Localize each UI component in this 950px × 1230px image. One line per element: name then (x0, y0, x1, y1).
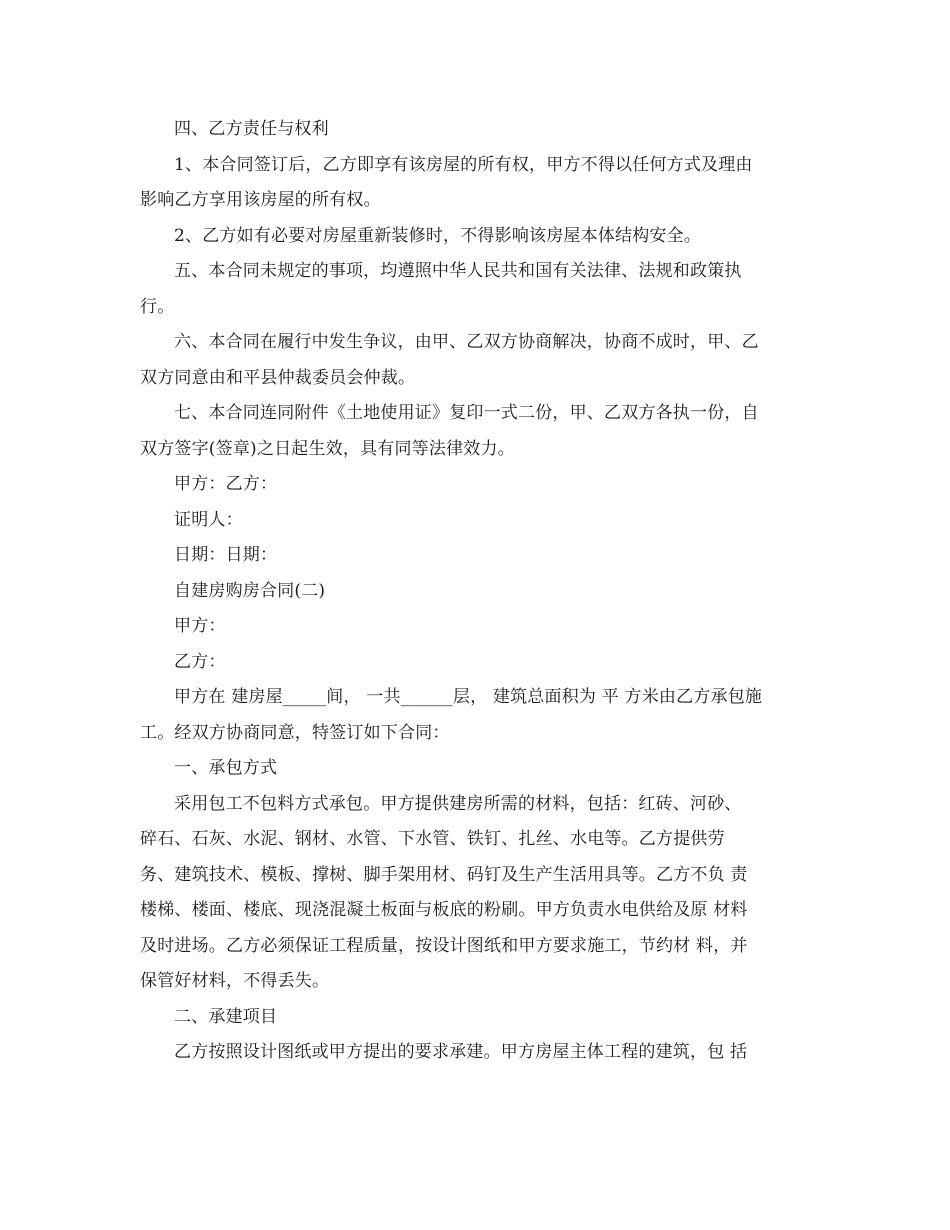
paragraph-line: 务、建筑技术、模板、撑树、脚手架用材、码钉及生产生活用具等。乙方不负 责 (140, 864, 748, 885)
paragraph-line: 甲方在 建房屋_____间， 一共______层， 建筑总面积为 平 方米由乙方承包施 (174, 687, 763, 707)
paragraph-line: 乙方按照设计图纸或甲方提出的要求承建。甲方房屋主体工程的建筑，包 括 (174, 1042, 748, 1062)
signature-line-dates: 日期：日期： (174, 545, 278, 565)
contract-title: 自建房购房合同(二) (174, 580, 326, 601)
paragraph-line: 工。经双方协商同意，特签订如下合同： (140, 722, 450, 743)
party-a-label: 甲方： (174, 616, 226, 636)
paragraph-line: 2、乙方如有必要对房屋重新装修时，不得影响该房屋本体结构安全。 (174, 225, 702, 246)
paragraph-line: 1、本合同签订后，乙方即享有该房屋的所有权，甲方不得以任何方式及理由 (174, 154, 753, 175)
section-heading-contract-method: 一、承包方式 (174, 758, 278, 778)
section-heading-construction-items: 二、承建项目 (174, 1006, 278, 1027)
paragraph-line: 保管好材料，不得丢失。 (140, 971, 330, 991)
paragraph-line: 碎石、石灰、水泥、钢材、水管、下水管、铁钉、扎丝、水电等。乙方提供劳 (140, 829, 725, 849)
paragraph-line: 及时进场。乙方必须保证工程质量，按设计图纸和甲方要求施工，节约材 料，并 (140, 935, 748, 956)
section-heading-party-b-rights: 四、乙方责任与权利 (174, 119, 329, 139)
signature-line-witness: 证明人： (174, 509, 243, 530)
paragraph-line: 影响乙方享用该房屋的所有权。 (140, 190, 381, 210)
paragraph-line: 楼梯、楼面、楼底、现浇混凝土板面与板底的粉刷。甲方负责水电供给及原 材料 (140, 900, 748, 920)
paragraph-line: 五、本合同未规定的事项，均遵照中华人民共和国有关法律、法规和政策执 (174, 261, 742, 281)
paragraph-line: 行。 (140, 296, 175, 317)
paragraph-line: 七、本合同连同附件《土地使用证》复印一式二份，甲、乙双方各执一份，自 (174, 403, 759, 423)
contract-page (140, 112, 812, 1071)
paragraph-line: 双方同意由和平县仲裁委员会仲裁。 (140, 367, 416, 388)
party-b-label: 乙方： (174, 651, 226, 672)
signature-line-parties: 甲方：乙方： (174, 474, 278, 494)
paragraph-line: 六、本合同在履行中发生争议，由甲、乙双方协商解决，协商不成时，甲、乙 (174, 332, 759, 352)
paragraph-line: 采用包工不包料方式承包。甲方提供建房所需的材料，包括：红砖、河砂、 (174, 793, 742, 814)
paragraph-line: 双方签字(签章)之日起生效，具有同等法律效力。 (140, 438, 515, 459)
